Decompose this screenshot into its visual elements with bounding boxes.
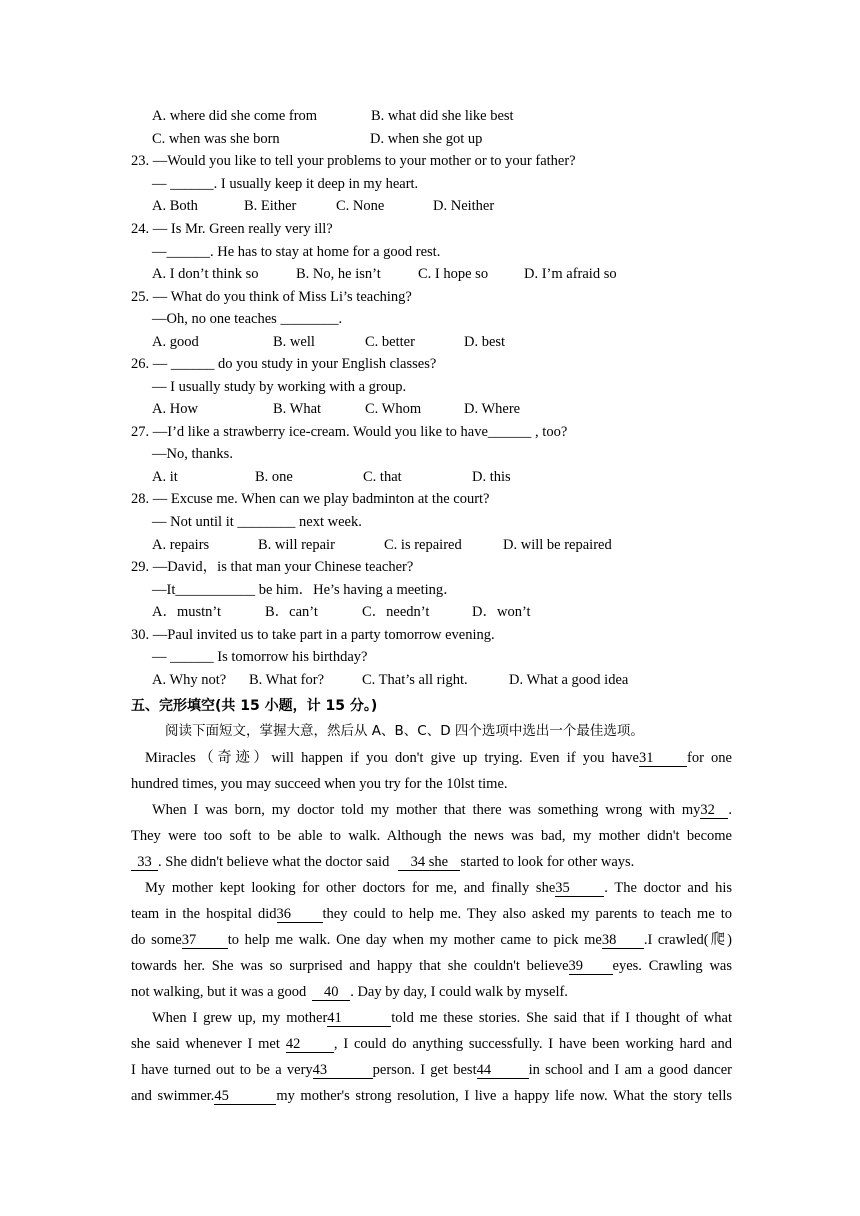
q25-option-c: C. better — [365, 334, 415, 350]
q24-option-a: A. I don’t think so — [152, 266, 259, 282]
q23-option-c: C. None — [336, 198, 385, 214]
blank-31: 31 — [639, 750, 687, 767]
q26-reply: — I usually study by working with a group. — [152, 379, 407, 395]
blank-40: 40 — [312, 984, 350, 1001]
q28-option-b: B. will repair — [258, 537, 335, 553]
q28-option-a: A. repairs — [152, 537, 210, 553]
q30-option-d: D. What a good idea — [509, 672, 629, 688]
q28-reply: — Not until it ________ next week. — [152, 514, 362, 530]
blank-32: 32 — [700, 802, 728, 819]
passage-line: My mother kept looking for other doctors for me, and finally she35 . The doctor and his — [145, 880, 732, 896]
q29-option-c: C．needn’t — [362, 604, 430, 620]
q30-option-a: A. Why not? — [152, 672, 227, 688]
q28-option-c: C. is repaired — [384, 537, 462, 553]
q23-option-a: A. Both — [152, 198, 198, 214]
blank-41: 41 — [327, 1010, 391, 1027]
passage-line: Miracles（奇迹）will happen if you don't give up trying. Even if you have31 for one — [145, 750, 732, 766]
blank-45: 45 — [214, 1088, 276, 1105]
q26-option-c: C. Whom — [365, 401, 422, 417]
q29-option-d: D．won’t — [472, 604, 531, 620]
q24-reply: —______. He has to stay at home for a good rest. — [152, 244, 441, 260]
q27-stem: 27. —I’d like a strawberry ice-cream. Would you like to have______ , too? — [131, 424, 568, 440]
q22-option-a: A. where did she come from — [152, 108, 318, 124]
passage-line: They were too soft to be able to walk. Although the news was bad, my mother didn't become — [131, 828, 732, 844]
q25-option-a: A. good — [152, 334, 199, 350]
q29-stem: 29. —David，is that man your Chinese teacher? — [131, 559, 414, 575]
passage-line: do some37 to help me walk. One day when my mother came to pick me38 .I crawled(爬) — [131, 932, 732, 948]
q25-option-d: D. best — [464, 334, 506, 350]
blank-35: 35 — [555, 880, 604, 897]
blank-33: 33 — [131, 854, 158, 871]
q23-option-b: B. Either — [244, 198, 297, 214]
passage-line: 33 . She didn't believe what the doctor said 34 she started to look for other ways. — [131, 853, 732, 871]
blank-38: 38 — [602, 932, 644, 949]
q23-option-d: D. Neither — [433, 198, 495, 214]
q25-stem: 25. — What do you think of Miss Li’s teaching? — [131, 289, 412, 305]
passage-line: I have turned out to be a very43 person. I get best44 in school and I am a good dancer — [131, 1062, 733, 1078]
q24-option-b: B. No, he isn’t — [296, 266, 381, 282]
section-heading: 五、完形填空(共 15 小题，计 15 分。) — [131, 698, 378, 714]
blank-42: 42 — [286, 1036, 334, 1053]
q27-option-a: A. it — [152, 469, 178, 485]
blank-44: 44 — [477, 1062, 529, 1079]
q22-option-b: B. what did she like best — [371, 108, 514, 124]
q26-option-d: D. Where — [464, 401, 521, 417]
q22-option-d: D. when she got up — [370, 131, 483, 147]
passage-line: When I grew up, my mother41 told me these stories. She said that if I thought of what — [152, 1010, 732, 1026]
q30-reply: — ______ Is tomorrow his birthday? — [152, 649, 368, 665]
q28-stem: 28. — Excuse me. When can we play badminton at the court? — [131, 491, 490, 507]
passage-line: not walking, but it was a good 40 . Day by day, I could walk by myself. — [131, 984, 568, 1000]
q22-option-c: C. when was she born — [152, 131, 280, 147]
q27-option-b: B. one — [255, 469, 293, 485]
q27-option-c: C. that — [363, 469, 402, 485]
q26-option-b: B. What — [273, 401, 322, 417]
passage-line: When I was born, my doctor told my mother that there was something wrong with my32 . — [152, 802, 732, 818]
blank-37: 37 — [182, 932, 228, 949]
q24-option-d: D. I’m afraid so — [524, 266, 617, 282]
q29-option-b: B．can’t — [265, 604, 318, 620]
q25-option-b: B. well — [273, 334, 315, 350]
passage-line: hundred times, you may succeed when you try for the 10lst time. — [131, 776, 508, 792]
q27-reply: —No, thanks. — [152, 446, 233, 462]
q30-option-c: C. That’s all right. — [362, 672, 468, 688]
q26-stem: 26. — ______ do you study in your English classes? — [131, 356, 437, 372]
q24-stem: 24. — Is Mr. Green really very ill? — [131, 221, 333, 237]
blank-36: 36 — [277, 906, 323, 923]
q29-reply: —It___________ be him．He’s having a meeting． — [152, 582, 458, 598]
passage-line: team in the hospital did36 they could to help me. They also asked my parents to teach me to — [131, 906, 733, 922]
q26-option-a: A. How — [152, 401, 198, 417]
blank-43: 43 — [313, 1062, 373, 1079]
q30-stem: 30. —Paul invited us to take part in a party tomorrow evening. — [131, 627, 495, 643]
passage-line: she said whenever I met 42 , I could do anything successfully. I have been working hard and — [131, 1036, 732, 1052]
q30-option-b: B. What for? — [249, 672, 325, 688]
q29-option-a: A．mustn’t — [152, 604, 222, 620]
section-instruction: 阅读下面短文，掌握大意，然后从 A、B、C、D 四个选项中选出一个最佳选项。 — [165, 723, 644, 739]
q23-stem: 23. —Would you like to tell your problems to your mother or to your father? — [131, 153, 576, 169]
blank-34: 34 she — [398, 854, 460, 871]
q23-reply: — ______. I usually keep it deep in my heart. — [152, 176, 419, 192]
passage-line: towards her. She was so surprised and happy that she couldn't believe39 eyes. Crawling was — [131, 958, 733, 974]
q25-reply: —Oh, no one teaches ________. — [152, 311, 343, 327]
q27-option-d: D. this — [472, 469, 511, 485]
q28-option-d: D. will be repaired — [503, 537, 612, 553]
blank-39: 39 — [569, 958, 613, 975]
passage-line: and swimmer.45 my mother's strong resolution, I live a happy life now. What the story tells — [131, 1088, 732, 1104]
q24-option-c: C. I hope so — [418, 266, 489, 282]
